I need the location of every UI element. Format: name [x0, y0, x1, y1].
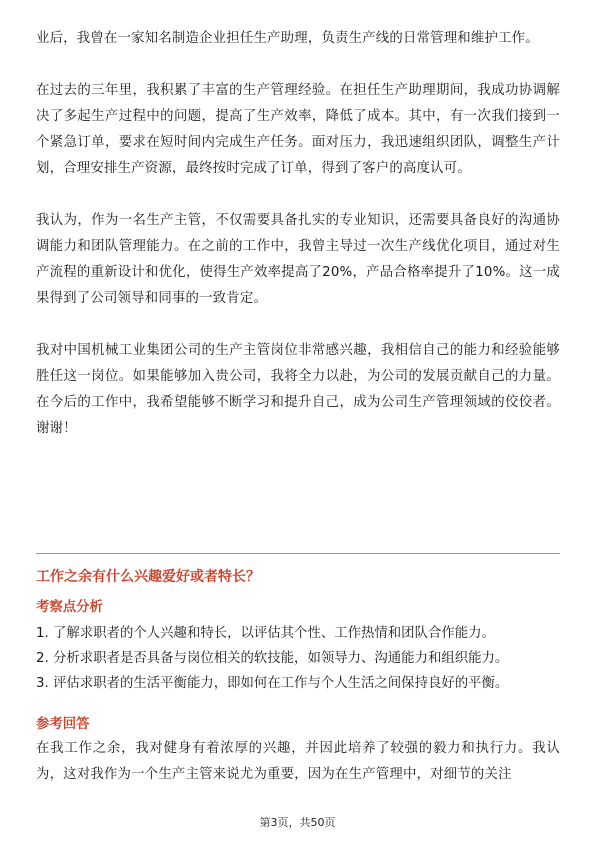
answer-text: 在我工作之余，我对健身有着浓厚的兴趣，并因此培养了较强的毅力和执行力。我认为，这对我作为一个生产主管来说尤为重要，因为在生产管理中，对细节的关注	[36, 741, 560, 782]
question-heading: 工作之余有什么兴趣爱好或者特长？	[36, 569, 260, 585]
section-divider	[36, 553, 560, 554]
paragraph-4: 我对中国机械工业集团公司的生产主管岗位非常感兴趣，我相信自己的能力和经验能够胜任这一岗位。如果能够加入贵公司，我将全力以赴，为公司的发展贡献自己的力量。在今后的工作中，我希望能够不断学习和提升自己，成为公司生产管理领域的佼佼者。谢谢！	[36, 343, 560, 436]
analysis-title: 考察点分析	[36, 600, 103, 615]
paragraph-3: 我认为，作为一名生产主管，不仅需要具备扎实的专业知识，还需要具备良好的沟通协调能力和团队管理能力。在之前的工作中，我曾主导过一次生产线优化项目，通过对生产流程的重新设计和优化，使得生产效率提高了20%，产品合格率提升了10%。这一成果得到了公司领导和同事的一致肯定。	[36, 213, 560, 306]
list-item: 1. 了解求职者的个人兴趣和特长，以评估其个性、工作热情和团队合作能力。	[36, 626, 495, 641]
analysis-section	[36, 596, 560, 696]
paragraph-1: 业后，我曾在一家知名制造企业担任生产助理，负责生产线的日常管理和维护工作。	[36, 31, 539, 46]
page-number: 第3页，共50页	[259, 816, 336, 829]
answer-title: 参考回答	[36, 717, 90, 732]
analysis-list	[36, 621, 560, 696]
list-item: 3. 评估求职者的生活平衡能力，即如何在工作与个人生活之间保持良好的平衡。	[36, 676, 509, 691]
body-text	[36, 26, 560, 442]
list-item: 2. 分析求职者是否具备与岗位相关的软技能，如领导力、沟通能力和组织能力。	[36, 651, 509, 666]
paragraph-2: 在过去的三年里，我积累了丰富的生产管理经验。在担任生产助理期间，我成功协调解决了多起生产过程中的问题，提高了生产效率，降低了成本。其中，有一次我们接到一个紧急订单，要求在短时间内完成生产任务。面对压力，我迅速组织团队，调整生产计划，合理安排生产资源，最终按时完成了订单，得到了客户的高度认可。	[36, 83, 560, 176]
answer-section	[36, 713, 560, 788]
